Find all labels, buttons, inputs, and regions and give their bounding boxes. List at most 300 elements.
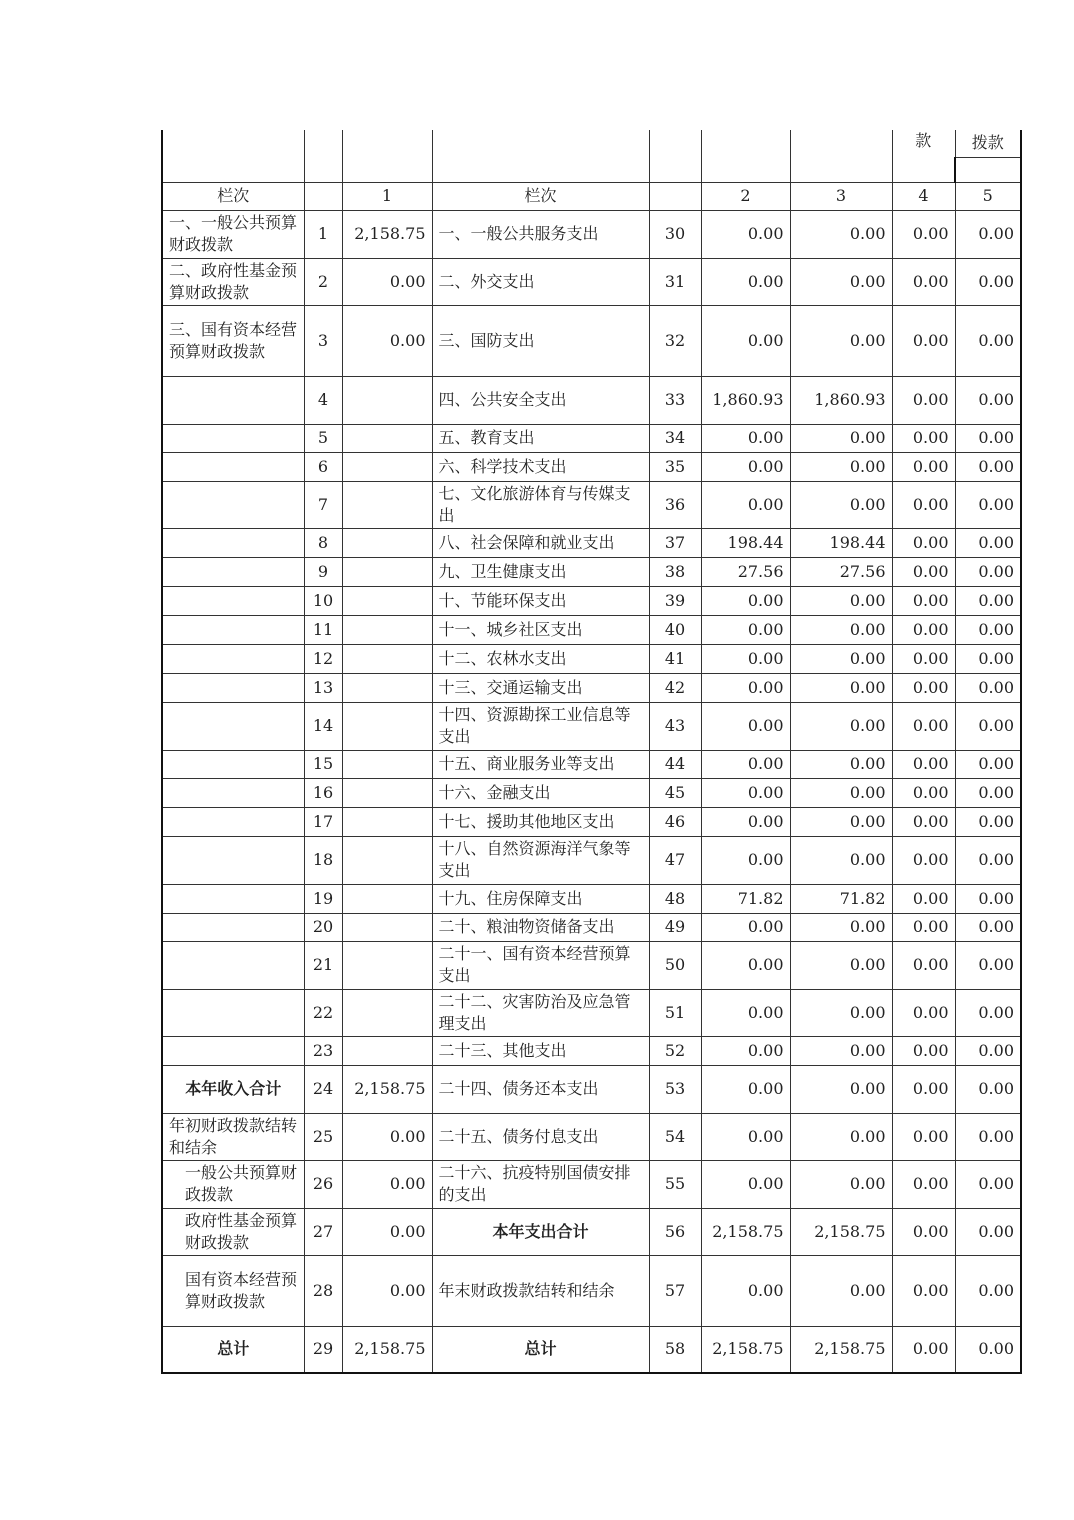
header-cell xyxy=(955,157,1021,182)
expense-item: 二十二、灾害防治及应急管理支出 xyxy=(432,989,649,1036)
general-budget-amount: 0.00 xyxy=(790,807,892,836)
general-budget-amount: 0.00 xyxy=(790,989,892,1036)
income-amount xyxy=(342,673,432,702)
table-row xyxy=(162,1160,1021,1208)
income-line-number: 10 xyxy=(304,586,342,615)
header-col4-fragment: 款 xyxy=(892,130,955,182)
general-budget-amount: 2,158.75 xyxy=(790,1326,892,1373)
expense-item: 总计 xyxy=(432,1326,649,1373)
table-row xyxy=(162,913,1021,941)
income-amount: 2,158.75 xyxy=(342,210,432,258)
expense-line-number: 52 xyxy=(649,1036,701,1065)
expense-line-number: 45 xyxy=(649,778,701,807)
expense-total: 0.00 xyxy=(701,989,790,1036)
income-item xyxy=(162,884,304,913)
table-row xyxy=(162,452,1021,481)
state-capital-amount: 0.00 xyxy=(955,673,1021,702)
income-item: 年初财政拨款结转和结余 xyxy=(162,1113,304,1160)
gov-fund-amount: 0.00 xyxy=(892,913,955,941)
column-number-4: 4 xyxy=(892,182,955,210)
table-row xyxy=(162,941,1021,989)
expense-line-number: 37 xyxy=(649,528,701,557)
income-line-number: 19 xyxy=(304,884,342,913)
gov-fund-amount: 0.00 xyxy=(892,778,955,807)
expense-item: 年末财政拨款结转和结余 xyxy=(432,1255,649,1326)
expense-item: 二十三、其他支出 xyxy=(432,1036,649,1065)
gov-fund-amount: 0.00 xyxy=(892,750,955,778)
expense-item: 七、文化旅游体育与传媒支出 xyxy=(432,481,649,528)
expense-total: 0.00 xyxy=(701,1036,790,1065)
table-row xyxy=(162,615,1021,644)
table-row xyxy=(162,807,1021,836)
gov-fund-amount: 0.00 xyxy=(892,673,955,702)
expense-item: 本年支出合计 xyxy=(432,1208,649,1255)
income-amount xyxy=(342,778,432,807)
expense-item: 十三、交通运输支出 xyxy=(432,673,649,702)
state-capital-amount: 0.00 xyxy=(955,481,1021,528)
column-number-cell xyxy=(649,182,701,210)
gov-fund-amount: 0.00 xyxy=(892,1113,955,1160)
income-item: 一般公共预算财政拨款 xyxy=(162,1160,304,1208)
state-capital-amount: 0.00 xyxy=(955,750,1021,778)
income-item xyxy=(162,807,304,836)
expense-line-number: 46 xyxy=(649,807,701,836)
column-number-5: 5 xyxy=(955,182,1021,210)
income-amount xyxy=(342,481,432,528)
gov-fund-amount: 0.00 xyxy=(892,1160,955,1208)
income-line-number: 25 xyxy=(304,1113,342,1160)
income-item xyxy=(162,989,304,1036)
table-row xyxy=(162,1113,1021,1160)
income-line-number: 17 xyxy=(304,807,342,836)
expense-total: 0.00 xyxy=(701,481,790,528)
income-amount: 0.00 xyxy=(342,1160,432,1208)
income-amount xyxy=(342,807,432,836)
table-row xyxy=(162,586,1021,615)
expense-line-number: 43 xyxy=(649,702,701,750)
gov-fund-amount: 0.00 xyxy=(892,884,955,913)
general-budget-amount: 0.00 xyxy=(790,424,892,452)
expense-total: 0.00 xyxy=(701,836,790,884)
general-budget-amount: 0.00 xyxy=(790,452,892,481)
income-line-number: 3 xyxy=(304,305,342,376)
income-amount: 0.00 xyxy=(342,1113,432,1160)
income-amount: 0.00 xyxy=(342,305,432,376)
income-item xyxy=(162,941,304,989)
state-capital-amount: 0.00 xyxy=(955,1113,1021,1160)
state-capital-amount: 0.00 xyxy=(955,1160,1021,1208)
expense-total: 0.00 xyxy=(701,210,790,258)
general-budget-amount: 0.00 xyxy=(790,836,892,884)
income-line-number: 4 xyxy=(304,376,342,424)
expense-total: 0.00 xyxy=(701,258,790,305)
state-capital-amount: 0.00 xyxy=(955,702,1021,750)
state-capital-amount: 0.00 xyxy=(955,884,1021,913)
state-capital-amount: 0.00 xyxy=(955,258,1021,305)
general-budget-amount: 0.00 xyxy=(790,258,892,305)
header-cell xyxy=(790,130,892,182)
expense-line-number: 47 xyxy=(649,836,701,884)
general-budget-amount: 0.00 xyxy=(790,586,892,615)
table-row xyxy=(162,424,1021,452)
gov-fund-amount: 0.00 xyxy=(892,1036,955,1065)
gov-fund-amount: 0.00 xyxy=(892,210,955,258)
table-row xyxy=(162,1036,1021,1065)
gov-fund-amount: 0.00 xyxy=(892,1065,955,1113)
income-amount xyxy=(342,941,432,989)
income-amount xyxy=(342,615,432,644)
state-capital-amount: 0.00 xyxy=(955,1036,1021,1065)
column-number-3: 3 xyxy=(790,182,892,210)
income-amount: 2,158.75 xyxy=(342,1326,432,1373)
expense-total: 0.00 xyxy=(701,1255,790,1326)
expense-line-number: 53 xyxy=(649,1065,701,1113)
table-row xyxy=(162,750,1021,778)
income-item xyxy=(162,778,304,807)
general-budget-amount: 0.00 xyxy=(790,481,892,528)
column-number-cell xyxy=(304,182,342,210)
expense-item: 十七、援助其他地区支出 xyxy=(432,807,649,836)
income-amount xyxy=(342,750,432,778)
expense-line-number: 56 xyxy=(649,1208,701,1255)
header-cell xyxy=(162,130,304,182)
expense-item: 八、社会保障和就业支出 xyxy=(432,528,649,557)
gov-fund-amount: 0.00 xyxy=(892,1326,955,1373)
income-amount xyxy=(342,557,432,586)
income-line-number: 15 xyxy=(304,750,342,778)
expense-line-number: 40 xyxy=(649,615,701,644)
expense-total: 0.00 xyxy=(701,702,790,750)
expense-total: 198.44 xyxy=(701,528,790,557)
header-col5-fragment: 拨款 xyxy=(955,130,1021,157)
expense-total: 1,860.93 xyxy=(701,376,790,424)
general-budget-amount: 0.00 xyxy=(790,1065,892,1113)
expense-line-number: 51 xyxy=(649,989,701,1036)
state-capital-amount: 0.00 xyxy=(955,941,1021,989)
general-budget-amount: 0.00 xyxy=(790,750,892,778)
table-row xyxy=(162,989,1021,1036)
expense-item: 九、卫生健康支出 xyxy=(432,557,649,586)
gov-fund-amount: 0.00 xyxy=(892,305,955,376)
fiscal-appropriation-table xyxy=(161,130,1022,1374)
expense-item: 五、教育支出 xyxy=(432,424,649,452)
gov-fund-amount: 0.00 xyxy=(892,1255,955,1326)
expense-line-number: 57 xyxy=(649,1255,701,1326)
gov-fund-amount: 0.00 xyxy=(892,615,955,644)
gov-fund-amount: 0.00 xyxy=(892,644,955,673)
income-amount xyxy=(342,452,432,481)
gov-fund-amount: 0.00 xyxy=(892,807,955,836)
table-row xyxy=(162,778,1021,807)
state-capital-amount: 0.00 xyxy=(955,305,1021,376)
gov-fund-amount: 0.00 xyxy=(892,941,955,989)
income-line-number: 22 xyxy=(304,989,342,1036)
table-row xyxy=(162,1255,1021,1326)
expense-line-number: 50 xyxy=(649,941,701,989)
income-item: 一、一般公共预算财政拨款 xyxy=(162,210,304,258)
general-budget-amount: 0.00 xyxy=(790,913,892,941)
expense-line-number: 33 xyxy=(649,376,701,424)
expense-line-number: 38 xyxy=(649,557,701,586)
income-line-number: 14 xyxy=(304,702,342,750)
income-line-number: 29 xyxy=(304,1326,342,1373)
expense-total: 2,158.75 xyxy=(701,1208,790,1255)
column-number-2: 2 xyxy=(701,182,790,210)
income-line-number: 7 xyxy=(304,481,342,528)
expense-total: 27.56 xyxy=(701,557,790,586)
general-budget-amount: 0.00 xyxy=(790,1255,892,1326)
income-amount xyxy=(342,644,432,673)
income-line-number: 21 xyxy=(304,941,342,989)
expense-total: 0.00 xyxy=(701,673,790,702)
gov-fund-amount: 0.00 xyxy=(892,258,955,305)
table-row xyxy=(162,644,1021,673)
income-line-number: 23 xyxy=(304,1036,342,1065)
state-capital-amount: 0.00 xyxy=(955,1326,1021,1373)
expense-total: 0.00 xyxy=(701,644,790,673)
income-item: 本年收入合计 xyxy=(162,1065,304,1113)
gov-fund-amount: 0.00 xyxy=(892,586,955,615)
state-capital-amount: 0.00 xyxy=(955,376,1021,424)
expense-item: 三、国防支出 xyxy=(432,305,649,376)
income-item xyxy=(162,557,304,586)
state-capital-amount: 0.00 xyxy=(955,615,1021,644)
income-item xyxy=(162,376,304,424)
general-budget-amount: 0.00 xyxy=(790,702,892,750)
expense-total: 0.00 xyxy=(701,615,790,644)
table-row xyxy=(162,673,1021,702)
state-capital-amount: 0.00 xyxy=(955,424,1021,452)
header-fragment-row xyxy=(162,130,1021,157)
table-row xyxy=(162,1208,1021,1255)
state-capital-amount: 0.00 xyxy=(955,1255,1021,1326)
income-item: 三、国有资本经营预算财政拨款 xyxy=(162,305,304,376)
income-item xyxy=(162,913,304,941)
expense-total: 2,158.75 xyxy=(701,1326,790,1373)
expense-total: 0.00 xyxy=(701,941,790,989)
expense-total: 0.00 xyxy=(701,807,790,836)
income-line-number: 2 xyxy=(304,258,342,305)
income-amount: 0.00 xyxy=(342,1255,432,1326)
expense-item: 四、公共安全支出 xyxy=(432,376,649,424)
income-line-number: 6 xyxy=(304,452,342,481)
expense-item: 一、一般公共服务支出 xyxy=(432,210,649,258)
expense-line-number: 30 xyxy=(649,210,701,258)
general-budget-amount: 0.00 xyxy=(790,1036,892,1065)
expense-item: 十四、资源勘探工业信息等支出 xyxy=(432,702,649,750)
expense-total: 71.82 xyxy=(701,884,790,913)
general-budget-amount: 0.00 xyxy=(790,644,892,673)
table-row xyxy=(162,702,1021,750)
expense-line-number: 41 xyxy=(649,644,701,673)
income-item xyxy=(162,586,304,615)
expense-item: 二十六、抗疫特别国债安排的支出 xyxy=(432,1160,649,1208)
state-capital-amount: 0.00 xyxy=(955,913,1021,941)
table-row xyxy=(162,210,1021,258)
income-line-number: 11 xyxy=(304,615,342,644)
expense-line-number: 58 xyxy=(649,1326,701,1373)
income-amount xyxy=(342,586,432,615)
general-budget-amount: 0.00 xyxy=(790,673,892,702)
expense-item: 十八、自然资源海洋气象等支出 xyxy=(432,836,649,884)
gov-fund-amount: 0.00 xyxy=(892,452,955,481)
expense-line-number: 39 xyxy=(649,586,701,615)
income-item xyxy=(162,481,304,528)
table-row xyxy=(162,376,1021,424)
general-budget-amount: 0.00 xyxy=(790,210,892,258)
expense-total: 0.00 xyxy=(701,586,790,615)
expense-item: 十五、商业服务业等支出 xyxy=(432,750,649,778)
income-item xyxy=(162,836,304,884)
gov-fund-amount: 0.00 xyxy=(892,836,955,884)
expense-total: 0.00 xyxy=(701,750,790,778)
expense-item: 二十、粮油物资储备支出 xyxy=(432,913,649,941)
expense-item: 十六、金融支出 xyxy=(432,778,649,807)
income-line-number: 8 xyxy=(304,528,342,557)
state-capital-amount: 0.00 xyxy=(955,557,1021,586)
income-line-number: 28 xyxy=(304,1255,342,1326)
income-item: 总计 xyxy=(162,1326,304,1373)
expense-total: 0.00 xyxy=(701,1065,790,1113)
general-budget-amount: 0.00 xyxy=(790,1113,892,1160)
income-line-number: 24 xyxy=(304,1065,342,1113)
income-item: 二、政府性基金预算财政拨款 xyxy=(162,258,304,305)
income-line-number: 5 xyxy=(304,424,342,452)
table-row xyxy=(162,1065,1021,1113)
income-amount xyxy=(342,376,432,424)
table-row xyxy=(162,305,1021,376)
income-amount xyxy=(342,1036,432,1065)
gov-fund-amount: 0.00 xyxy=(892,376,955,424)
expense-line-number: 48 xyxy=(649,884,701,913)
state-capital-amount: 0.00 xyxy=(955,989,1021,1036)
income-amount: 2,158.75 xyxy=(342,1065,432,1113)
state-capital-amount: 0.00 xyxy=(955,1208,1021,1255)
table-row xyxy=(162,884,1021,913)
state-capital-amount: 0.00 xyxy=(955,528,1021,557)
expense-line-number: 55 xyxy=(649,1160,701,1208)
gov-fund-amount: 0.00 xyxy=(892,424,955,452)
income-item xyxy=(162,644,304,673)
income-line-number: 18 xyxy=(304,836,342,884)
general-budget-amount: 198.44 xyxy=(790,528,892,557)
income-line-number: 1 xyxy=(304,210,342,258)
header-cell xyxy=(432,130,649,182)
header-cell xyxy=(649,130,701,182)
general-budget-amount: 27.56 xyxy=(790,557,892,586)
table-row xyxy=(162,557,1021,586)
expense-line-number: 32 xyxy=(649,305,701,376)
general-budget-amount: 1,860.93 xyxy=(790,376,892,424)
income-item xyxy=(162,702,304,750)
income-item xyxy=(162,1036,304,1065)
state-capital-amount: 0.00 xyxy=(955,1065,1021,1113)
state-capital-amount: 0.00 xyxy=(955,210,1021,258)
expense-item: 二十一、国有资本经营预算支出 xyxy=(432,941,649,989)
general-budget-amount: 0.00 xyxy=(790,305,892,376)
expense-total: 0.00 xyxy=(701,913,790,941)
general-budget-amount: 0.00 xyxy=(790,615,892,644)
state-capital-amount: 0.00 xyxy=(955,807,1021,836)
income-line-number: 16 xyxy=(304,778,342,807)
table-row xyxy=(162,528,1021,557)
income-amount: 0.00 xyxy=(342,258,432,305)
general-budget-amount: 0.00 xyxy=(790,1160,892,1208)
income-line-number: 20 xyxy=(304,913,342,941)
expense-total: 0.00 xyxy=(701,1160,790,1208)
gov-fund-amount: 0.00 xyxy=(892,702,955,750)
expense-line-number: 42 xyxy=(649,673,701,702)
expense-line-number: 54 xyxy=(649,1113,701,1160)
expense-line-number: 34 xyxy=(649,424,701,452)
general-budget-amount: 0.00 xyxy=(790,778,892,807)
expense-line-number: 36 xyxy=(649,481,701,528)
income-line-number: 27 xyxy=(304,1208,342,1255)
column-label-mid: 栏次 xyxy=(432,182,649,210)
income-line-number: 9 xyxy=(304,557,342,586)
gov-fund-amount: 0.00 xyxy=(892,528,955,557)
column-number-1: 1 xyxy=(342,182,432,210)
table-row xyxy=(162,481,1021,528)
income-amount xyxy=(342,989,432,1036)
income-amount xyxy=(342,836,432,884)
income-item xyxy=(162,673,304,702)
state-capital-amount: 0.00 xyxy=(955,452,1021,481)
income-amount xyxy=(342,424,432,452)
expense-line-number: 44 xyxy=(649,750,701,778)
gov-fund-amount: 0.00 xyxy=(892,481,955,528)
expense-item: 十二、农林水支出 xyxy=(432,644,649,673)
column-label-left: 栏次 xyxy=(162,182,304,210)
income-amount xyxy=(342,528,432,557)
general-budget-amount: 71.82 xyxy=(790,884,892,913)
gov-fund-amount: 0.00 xyxy=(892,989,955,1036)
expense-line-number: 35 xyxy=(649,452,701,481)
state-capital-amount: 0.00 xyxy=(955,586,1021,615)
income-item xyxy=(162,452,304,481)
state-capital-amount: 0.00 xyxy=(955,644,1021,673)
income-item: 国有资本经营预算财政拨款 xyxy=(162,1255,304,1326)
expense-total: 0.00 xyxy=(701,305,790,376)
state-capital-amount: 0.00 xyxy=(955,836,1021,884)
income-line-number: 13 xyxy=(304,673,342,702)
table-row xyxy=(162,258,1021,305)
expense-line-number: 49 xyxy=(649,913,701,941)
table-row xyxy=(162,1326,1021,1373)
expense-line-number: 31 xyxy=(649,258,701,305)
state-capital-amount: 0.00 xyxy=(955,778,1021,807)
expense-item: 十九、住房保障支出 xyxy=(432,884,649,913)
income-item xyxy=(162,424,304,452)
expense-item: 十、节能环保支出 xyxy=(432,586,649,615)
expense-item: 六、科学技术支出 xyxy=(432,452,649,481)
header-cell xyxy=(304,130,342,182)
gov-fund-amount: 0.00 xyxy=(892,1208,955,1255)
general-budget-amount: 0.00 xyxy=(790,941,892,989)
expense-item: 二、外交支出 xyxy=(432,258,649,305)
table-row xyxy=(162,836,1021,884)
income-amount xyxy=(342,702,432,750)
gov-fund-amount: 0.00 xyxy=(892,557,955,586)
expense-item: 二十五、债务付息支出 xyxy=(432,1113,649,1160)
income-amount: 0.00 xyxy=(342,1208,432,1255)
expense-total: 0.00 xyxy=(701,452,790,481)
income-item: 政府性基金预算财政拨款 xyxy=(162,1208,304,1255)
expense-item: 十一、城乡社区支出 xyxy=(432,615,649,644)
column-number-row xyxy=(162,182,1021,210)
expense-item: 二十四、债务还本支出 xyxy=(432,1065,649,1113)
income-line-number: 12 xyxy=(304,644,342,673)
